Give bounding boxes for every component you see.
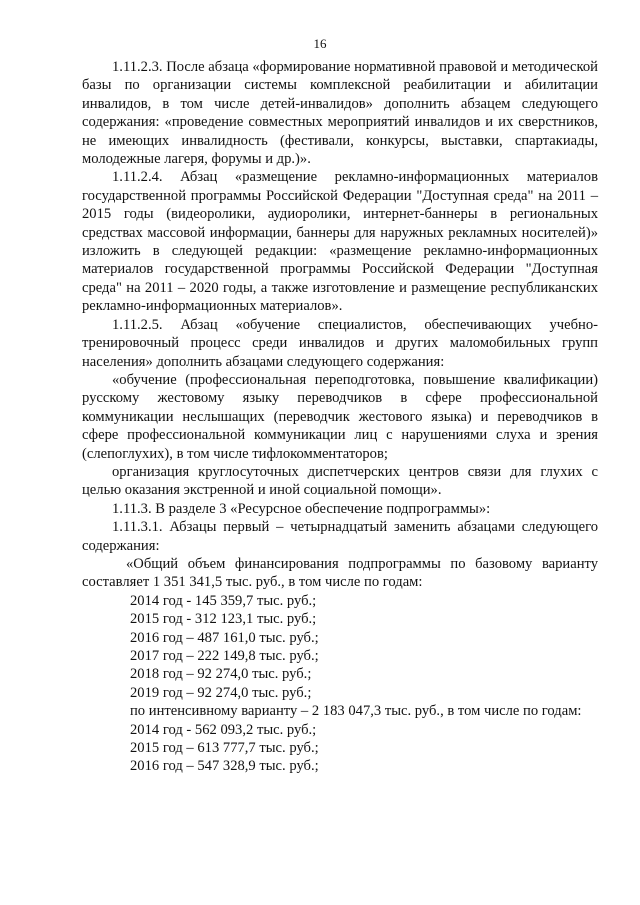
basic-year-2017: 2017 год – 222 149,8 тыс. руб.; (130, 648, 319, 664)
document-body (82, 58, 598, 776)
paragraph-dispatch-centers: организация круглосуточных диспетчерских центров связи для глухих с целью оказания экстренной и иной социальной помощи». (82, 463, 598, 499)
intensive-year-2016: 2016 год – 547 328,9 тыс. руб.; (130, 758, 319, 775)
paragraph-1-11-2-3: 1.11.2.3. После абзаца «формирование нормативной правовой и методической базы по организации системы комплексной реабилитации и абилитации инвалидов, в том числе детей-инвалидов» дополнить абзацем следующего содержания: «проведение совместных мероприятий инвалидов и их сверстников, не имеющих инвалидность (фестивали, конкурсы, выставки, спартакиады, молодежные лагеря, форумы и др.)». (82, 59, 598, 168)
intensive-year-2015: 2015 год – 613 777,7 тыс. руб.; (130, 740, 319, 757)
intensive-year-2014: 2014 год - 562 093,2 тыс. руб.; (130, 721, 317, 738)
page-number: 16 (313, 36, 327, 51)
basic-year-2015: 2015 год - 312 123,1 тыс. руб.; (130, 611, 317, 628)
basic-year-2014: 2014 год - 145 359,7 тыс. руб.; (130, 592, 317, 609)
basic-year-2018: 2018 год – 92 274,0 тыс. руб.; (130, 666, 312, 683)
paragraph-1-11-3: 1.11.3. В разделе 3 «Ресурсное обеспечение подпрограммы»: (112, 500, 491, 517)
basic-variant-intro: «Общий объем финансирования подпрограммы по базовому варианту составляет 1 351 341,5 тыс. руб., в том числе по годам: (82, 555, 598, 591)
basic-year-2016: 2016 год – 487 161,0 тыс. руб.; (130, 629, 319, 646)
intensive-variant-intro: по интенсивному варианту – 2 183 047,3 тыс. руб., в том числе по годам: (130, 703, 582, 720)
paragraph-1-11-3-1: 1.11.3.1. Абзацы первый – четырнадцатый заменить абзацами следующего содержания: (82, 519, 598, 554)
paragraph-1-11-2-4: 1.11.2.4. Абзац «размещение рекламно-информационных материалов государственной программы Российской Федерации "Доступная среда" на 2011 – 2015 годы (видеоролики, аудиоролики, интернет-баннеры в региональных средствах массовой информации, баннеры для наружных рекламных носителей)» изложить в следующей редакции: «размещение рекламно-информационных материалов государственной программы Российской Федерации "Доступная среда" на 2011 – 2020 годы, а также изготовление и размещение республиканских рекламно-информационных материалов». (82, 169, 598, 315)
basic-year-2019: 2019 год – 92 274,0 тыс. руб.; (130, 684, 312, 701)
paragraph-training-translators: «обучение (профессиональная переподготовка, повышение квалификации) русскому жестовому языку переводчиков в сфере профессиональной коммуникации неслышащих (переводчик жестового языка) и переводчиков в сфере профессиональной коммуникации лиц с нарушениями слуха и зрения (слепоглухих), в том числе тифлокомментаторов; (82, 371, 598, 462)
paragraph-1-11-2-5: 1.11.2.5. Абзац «обучение специалистов, обеспечивающих учебно-тренировочный процесс среди инвалидов и других маломобильных групп населения» дополнить абзацами следующего содержания: (82, 316, 598, 370)
